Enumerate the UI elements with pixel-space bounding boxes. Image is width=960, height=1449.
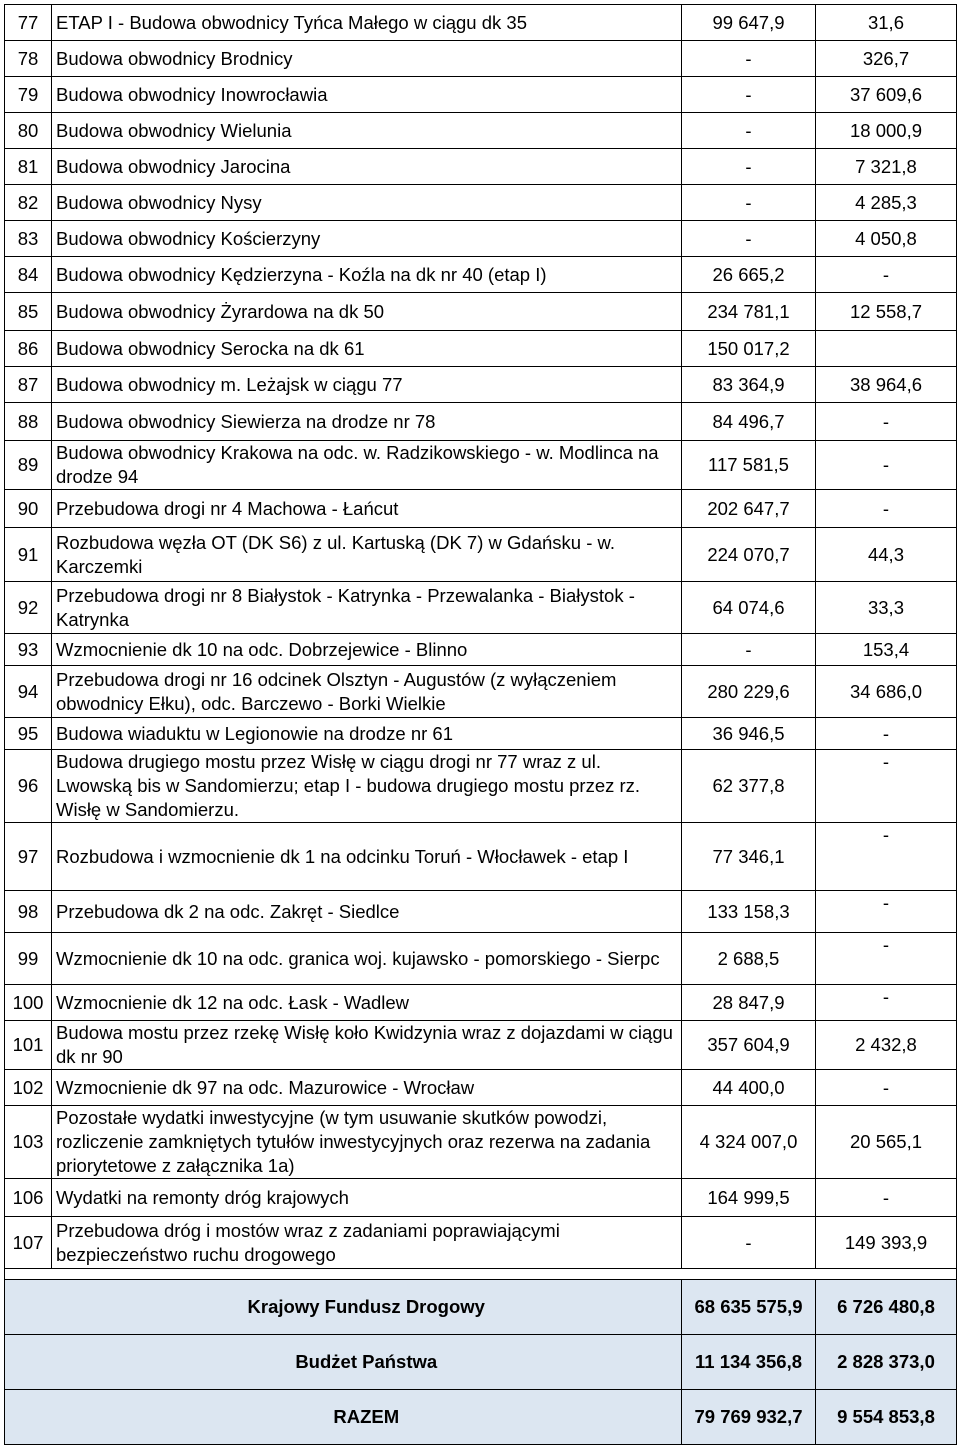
spacer-cell — [5, 1269, 957, 1280]
row-number: 78 — [5, 41, 52, 77]
row-number: 82 — [5, 185, 52, 221]
summary-row — [5, 1280, 957, 1335]
row-value-1: - — [682, 149, 816, 185]
table-row — [5, 185, 957, 221]
summary-blank — [5, 1280, 52, 1335]
row-value-1: 64 074,6 — [682, 582, 816, 634]
row-value-2: 37 609,6 — [816, 77, 957, 113]
row-value-1: 77 346,1 — [682, 823, 816, 891]
row-value-1: 357 604,9 — [682, 1021, 816, 1070]
row-value-2: 7 321,8 — [816, 149, 957, 185]
table-row — [5, 1179, 957, 1217]
row-description: Przebudowa drogi nr 8 Białystok - Katrynka - Przewalanka - Białystok - Katrynka — [52, 582, 682, 634]
row-description: Wzmocnienie dk 97 na odc. Mazurowice - Wrocław — [52, 1070, 682, 1106]
row-number: 94 — [5, 666, 52, 718]
row-value-1: 84 496,7 — [682, 403, 816, 441]
row-number: 92 — [5, 582, 52, 634]
row-number: 86 — [5, 331, 52, 367]
row-description: Budowa obwodnicy Kędzierzyna - Koźla na dk nr 40 (etap I) — [52, 257, 682, 293]
summary-value-1: 79 769 932,7 — [682, 1390, 816, 1445]
row-number: 106 — [5, 1179, 52, 1217]
row-number: 97 — [5, 823, 52, 891]
row-value-1: 133 158,3 — [682, 891, 816, 933]
table-row — [5, 77, 957, 113]
row-number: 95 — [5, 718, 52, 750]
row-value-2: 153,4 — [816, 634, 957, 666]
table-row — [5, 528, 957, 582]
row-value-1: 4 324 007,0 — [682, 1106, 816, 1179]
table-row — [5, 5, 957, 41]
row-description: Budowa obwodnicy Nysy — [52, 185, 682, 221]
summary-value-1: 11 134 356,8 — [682, 1335, 816, 1390]
row-value-1: 36 946,5 — [682, 718, 816, 750]
summary-value-2: 9 554 853,8 — [816, 1390, 957, 1445]
row-value-1: 2 688,5 — [682, 933, 816, 985]
row-value-2: - — [816, 257, 957, 293]
row-value-1: - — [682, 634, 816, 666]
row-description: Wydatki na remonty dróg krajowych — [52, 1179, 682, 1217]
row-value-1: 224 070,7 — [682, 528, 816, 582]
row-number: 90 — [5, 490, 52, 528]
row-description: Budowa obwodnicy Kościerzyny — [52, 221, 682, 257]
summary-blank — [5, 1390, 52, 1445]
row-value-1: - — [682, 1217, 816, 1269]
row-value-1: 164 999,5 — [682, 1179, 816, 1217]
row-number: 103 — [5, 1106, 52, 1179]
row-number: 101 — [5, 1021, 52, 1070]
row-number: 77 — [5, 5, 52, 41]
table-row — [5, 490, 957, 528]
row-description: Budowa obwodnicy Krakowa na odc. w. Radzikowskiego - w. Modlinca na drodze 94 — [52, 441, 682, 490]
table-row — [5, 1106, 957, 1179]
row-value-2: 2 432,8 — [816, 1021, 957, 1070]
row-number: 99 — [5, 933, 52, 985]
row-value-2: - — [816, 750, 957, 823]
row-description: Budowa obwodnicy Inowrocławia — [52, 77, 682, 113]
row-description: Budowa obwodnicy Wielunia — [52, 113, 682, 149]
row-value-1: 28 847,9 — [682, 985, 816, 1021]
row-value-1: 62 377,8 — [682, 750, 816, 823]
row-value-2 — [816, 331, 957, 367]
row-description: Pozostałe wydatki inwestycyjne (w tym usuwanie skutków powodzi, rozliczenie zamkniętych tytułów inwestycyjnych oraz rezerwa na zadania priorytetowe z załącznika 1a) — [52, 1106, 682, 1179]
row-value-2: 34 686,0 — [816, 666, 957, 718]
row-number: 84 — [5, 257, 52, 293]
row-value-2: 33,3 — [816, 582, 957, 634]
row-number: 87 — [5, 367, 52, 403]
row-number: 89 — [5, 441, 52, 490]
row-value-2: - — [816, 823, 957, 891]
row-description: Rozbudowa węzła OT (DK S6) z ul. Kartuską (DK 7) w Gdańsku - w. Karczemki — [52, 528, 682, 582]
summary-blank — [5, 1335, 52, 1390]
summary-row — [5, 1390, 957, 1445]
row-value-2: 38 964,6 — [816, 367, 957, 403]
table-row — [5, 985, 957, 1021]
row-value-2: 12 558,7 — [816, 293, 957, 331]
row-number: 100 — [5, 985, 52, 1021]
row-value-1: - — [682, 41, 816, 77]
row-description: Przebudowa dk 2 na odc. Zakręt - Siedlce — [52, 891, 682, 933]
table-row — [5, 718, 957, 750]
table-row — [5, 1021, 957, 1070]
row-value-2: 4 050,8 — [816, 221, 957, 257]
row-description: Przebudowa drogi nr 4 Machowa - Łańcut — [52, 490, 682, 528]
row-value-2: - — [816, 441, 957, 490]
row-description: Budowa obwodnicy Jarocina — [52, 149, 682, 185]
row-value-1: 26 665,2 — [682, 257, 816, 293]
row-value-1: 202 647,7 — [682, 490, 816, 528]
row-description: Budowa wiaduktu w Legionowie na drodze nr 61 — [52, 718, 682, 750]
row-value-2: - — [816, 490, 957, 528]
table-body — [5, 5, 957, 1445]
table-row — [5, 441, 957, 490]
row-description: Przebudowa dróg i mostów wraz z zadaniami poprawiającymi bezpieczeństwo ruchu drogowego — [52, 1217, 682, 1269]
row-description: Budowa obwodnicy m. Leżajsk w ciągu 77 — [52, 367, 682, 403]
row-number: 96 — [5, 750, 52, 823]
row-number: 88 — [5, 403, 52, 441]
row-description: Budowa mostu przez rzekę Wisłę koło Kwidzynia wraz z dojazdami w ciągu dk nr 90 — [52, 1021, 682, 1070]
row-value-1: 83 364,9 — [682, 367, 816, 403]
row-description: Wzmocnienie dk 10 na odc. granica woj. kujawsko - pomorskiego - Sierpc — [52, 933, 682, 985]
table-row — [5, 823, 957, 891]
row-value-2: - — [816, 1070, 957, 1106]
row-value-2: - — [816, 718, 957, 750]
table-row — [5, 293, 957, 331]
row-value-2: - — [816, 985, 957, 1021]
row-value-1: - — [682, 185, 816, 221]
row-value-2: 18 000,9 — [816, 113, 957, 149]
row-value-2: 149 393,9 — [816, 1217, 957, 1269]
row-value-1: - — [682, 221, 816, 257]
row-value-1: 99 647,9 — [682, 5, 816, 41]
row-number: 98 — [5, 891, 52, 933]
table-row — [5, 582, 957, 634]
row-description: Budowa obwodnicy Siewierza na drodze nr 78 — [52, 403, 682, 441]
row-description: Wzmocnienie dk 10 na odc. Dobrzejewice - Blinno — [52, 634, 682, 666]
row-value-1: - — [682, 113, 816, 149]
summary-label: Budżet Państwa — [52, 1335, 682, 1390]
table-row — [5, 1070, 957, 1106]
row-value-2: - — [816, 1179, 957, 1217]
row-value-2: 44,3 — [816, 528, 957, 582]
table-row — [5, 113, 957, 149]
row-number: 93 — [5, 634, 52, 666]
row-value-1: 44 400,0 — [682, 1070, 816, 1106]
summary-label: RAZEM — [52, 1390, 682, 1445]
table-row — [5, 1217, 957, 1269]
spacer-row — [5, 1269, 957, 1280]
row-number: 91 — [5, 528, 52, 582]
row-value-1: 150 017,2 — [682, 331, 816, 367]
row-number: 80 — [5, 113, 52, 149]
row-description: Budowa obwodnicy Żyrardowa na dk 50 — [52, 293, 682, 331]
row-value-2: 20 565,1 — [816, 1106, 957, 1179]
row-value-1: 234 781,1 — [682, 293, 816, 331]
table-row — [5, 933, 957, 985]
summary-label: Krajowy Fundusz Drogowy — [52, 1280, 682, 1335]
row-value-2: - — [816, 933, 957, 985]
table-row — [5, 367, 957, 403]
row-value-1: 117 581,5 — [682, 441, 816, 490]
row-number: 81 — [5, 149, 52, 185]
row-number: 85 — [5, 293, 52, 331]
table-row — [5, 221, 957, 257]
row-number: 83 — [5, 221, 52, 257]
row-value-2: - — [816, 403, 957, 441]
table-row — [5, 41, 957, 77]
table-row — [5, 331, 957, 367]
investment-table — [4, 4, 957, 1445]
row-value-1: - — [682, 77, 816, 113]
row-description: Budowa obwodnicy Serocka na dk 61 — [52, 331, 682, 367]
row-value-1: 280 229,6 — [682, 666, 816, 718]
summary-value-2: 2 828 373,0 — [816, 1335, 957, 1390]
table-row — [5, 257, 957, 293]
row-number: 102 — [5, 1070, 52, 1106]
row-value-2: 31,6 — [816, 5, 957, 41]
summary-value-2: 6 726 480,8 — [816, 1280, 957, 1335]
summary-row — [5, 1335, 957, 1390]
row-number: 79 — [5, 77, 52, 113]
row-number: 107 — [5, 1217, 52, 1269]
row-description: Budowa obwodnicy Brodnicy — [52, 41, 682, 77]
table-row — [5, 891, 957, 933]
table-row — [5, 403, 957, 441]
row-description: Przebudowa drogi nr 16 odcinek Olsztyn - Augustów (z wyłączeniem obwodnicy Ełku), odc. Barczewo - Borki Wielkie — [52, 666, 682, 718]
table-row — [5, 634, 957, 666]
summary-value-1: 68 635 575,9 — [682, 1280, 816, 1335]
row-description: Rozbudowa i wzmocnienie dk 1 na odcinku Toruń - Włocławek - etap I — [52, 823, 682, 891]
table-row — [5, 750, 957, 823]
row-description: Budowa drugiego mostu przez Wisłę w ciągu drogi nr 77 wraz z ul. Lwowską bis w Sandomierzu; etap I - budowa drugiego mostu przez rz. Wisłę w Sandomierzu. — [52, 750, 682, 823]
row-value-2: - — [816, 891, 957, 933]
row-description: ETAP I - Budowa obwodnicy Tyńca Małego w ciągu dk 35 — [52, 5, 682, 41]
table-row — [5, 149, 957, 185]
row-description: Wzmocnienie dk 12 na odc. Łask - Wadlew — [52, 985, 682, 1021]
row-value-2: 4 285,3 — [816, 185, 957, 221]
table-row — [5, 666, 957, 718]
row-value-2: 326,7 — [816, 41, 957, 77]
